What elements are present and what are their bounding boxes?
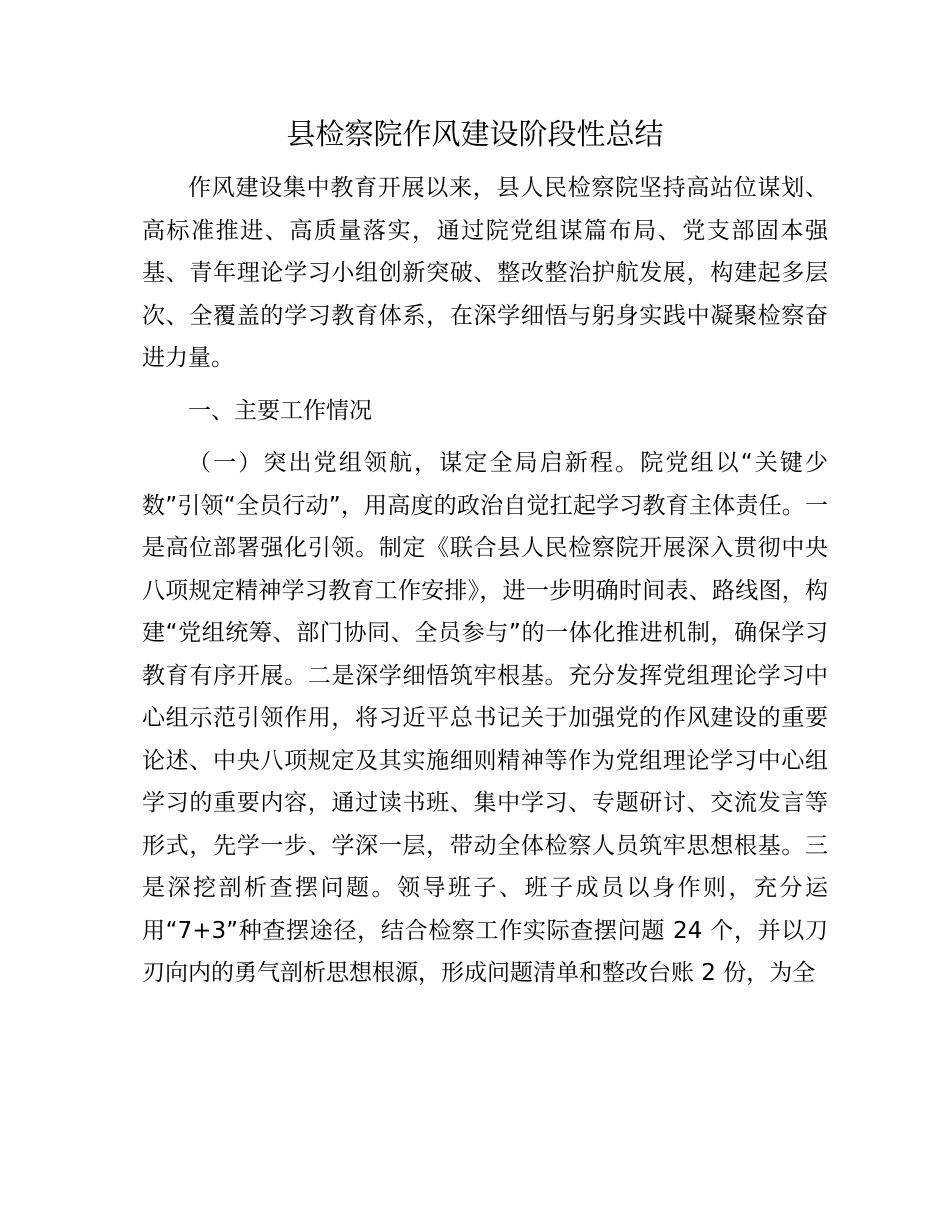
document-body bbox=[142, 167, 828, 995]
subsection-paragraph: （一）突出党组领航，谋定全局启新程。院党组以“关键少数”引领“全员行动”，用高度的政治自觉扛起学习教育主体责任。一是高位部署强化引领。制定《联合县人民检察院开展深入贯彻中央八项规定精神学习教育工作安排》，进一步明确时间表、路线图，构建“党组统筹、部门协同、全员参与”的一体化推进机制，确保学习教育有序开展。二是深学细悟筑牢根基。充分发挥党组理论学习中心组示范引领作用，将习近平总书记关于加强党的作风建设的重要论述、中央八项规定及其实施细则精神等作为党组理论学习中心组学习的重要内容，通过读书班、集中学习、专题研讨、交流发言等形式，先学一步、学深一层，带动全体检察人员筑牢思想根基。三是深挖剖析查摆问题。领导班子、班子成员以身作则，充分运用“7+3”种查摆途径，结合检察工作实际查摆问题 24 个，并以刀刃向内的勇气剖析思想根源，形成问题清单和整改台账 2 份，为全 bbox=[142, 450, 828, 986]
section-heading: 一、主要工作情况 bbox=[188, 397, 372, 424]
document-title: 县检察院作风建设阶段性总结 bbox=[286, 117, 664, 151]
intro-paragraph: 作风建设集中教育开展以来，县人民检察院坚持高站位谋划、高标准推进、高质量落实，通过院党组谋篇布局、党支部固本强基、青年理论学习小组创新突破、整改整治护航发展，构建起多层次、全覆盖的学习教育体系，在深学细悟与躬身实践中凝聚检察奋进力量。 bbox=[142, 175, 828, 371]
paragraph-gap bbox=[142, 432, 828, 442]
paragraph-gap bbox=[142, 380, 828, 390]
